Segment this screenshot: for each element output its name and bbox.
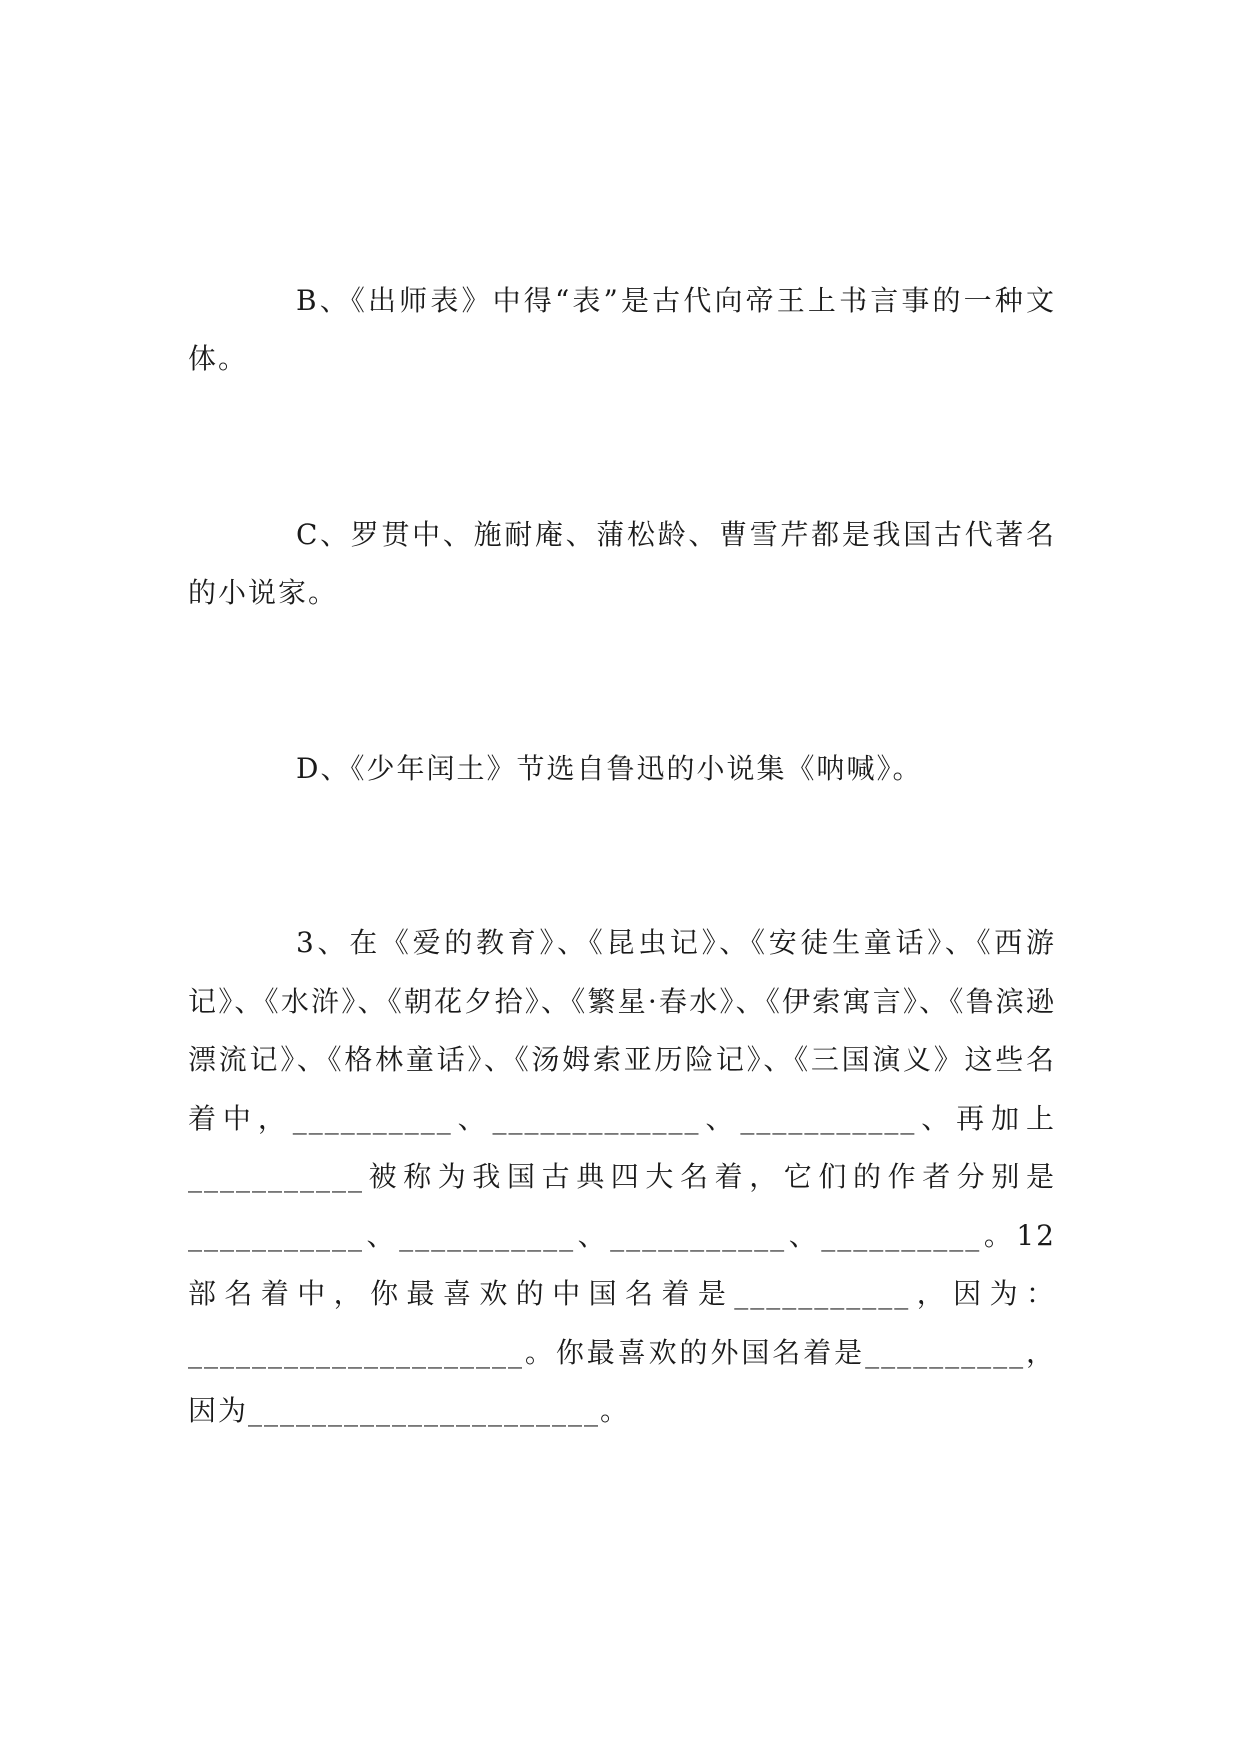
option-c-paragraph: C、罗贯中、施耐庵、蒲松龄、曹雪芹都是我国古代著名的小说家。 — [188, 518, 1056, 609]
question-3-paragraph: 3、在《爱的教育》、《昆虫记》、《安徒生童话》、《西游记》、《水浒》、《朝花夕拾》、《繁星·春水》、《伊索寓言》、《鲁滨逊漂流记》、《格林童话》、《汤姆索亚历险记》、《三国演义》这些名着中，__________、_____________、___________、再加上___________被称为我国古典四大名着，它们的作者分别是___________、___________、___________、__________。12部名着中，你最喜欢的中国名着是___________，因为：_____________________。你最喜欢的外国名着是__________，因为______________________。 — [188, 926, 1056, 1427]
option-b-paragraph: B、《出师表》中得“表”是古代向帝王上书言事的一种文体。 — [188, 284, 1056, 375]
option-d-paragraph: D、《少年闰土》节选自鲁迅的小说集《呐喊》。 — [296, 752, 923, 785]
